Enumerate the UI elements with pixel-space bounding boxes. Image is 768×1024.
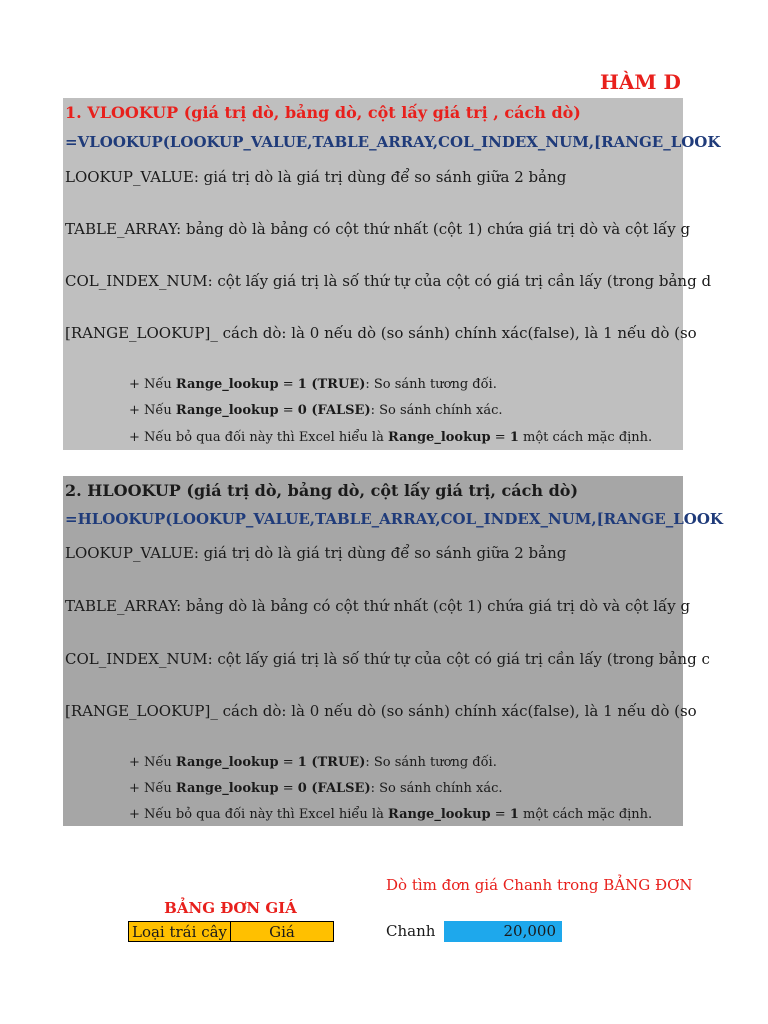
param-table-array: TABLE_ARRAY: bảng dò là bảng có cột thứ nhất (cột 1) chứa giá trị dò và cột lấy g bbox=[65, 220, 691, 238]
lookup-key-cell[interactable]: Chanh bbox=[386, 922, 436, 940]
param-range-lookup: [RANGE_LOOKUP]_ cách dò: là 0 nếu dò (so sánh) chính xác(false), là 1 nếu dò (so bbox=[65, 702, 697, 720]
formula-syntax: =HLOOKUP(LOOKUP_VALUE,TABLE_ARRAY,COL_INDEX_NUM,[RANGE_LOOK bbox=[65, 510, 723, 528]
vlookup-section bbox=[63, 98, 721, 450]
hlookup-section bbox=[63, 476, 723, 826]
section-heading: 2. HLOOKUP (giá trị dò, bảng dò, cột lấy giá trị, cách dò) bbox=[65, 481, 579, 500]
formula-syntax: =VLOOKUP(LOOKUP_VALUE,TABLE_ARRAY,COL_INDEX_NUM,[RANGE_LOOK bbox=[65, 133, 721, 151]
bullet-true: + Nếu Range_lookup = 1 (TRUE): So sánh tương đối. bbox=[129, 755, 497, 770]
price-table-title: BẢNG ĐƠN GIÁ bbox=[164, 899, 297, 917]
column-header-price[interactable]: Giá bbox=[230, 921, 334, 942]
param-range-lookup: [RANGE_LOOKUP]_ cách dò: là 0 nếu dò (so sánh) chính xác(false), là 1 nếu dò (so bbox=[65, 324, 697, 342]
param-table-array: TABLE_ARRAY: bảng dò là bảng có cột thứ nhất (cột 1) chứa giá trị dò và cột lấy g bbox=[65, 597, 691, 615]
lookup-instruction: Dò tìm đơn giá Chanh trong BẢNG ĐƠN bbox=[386, 876, 693, 894]
lookup-result-cell[interactable]: 20,000 bbox=[444, 921, 562, 942]
bullet-false: + Nếu Range_lookup = 0 (FALSE): So sánh chính xác. bbox=[129, 403, 503, 418]
page-title: HÀM D bbox=[600, 70, 681, 94]
param-col-index-num: COL_INDEX_NUM: cột lấy giá trị là số thứ tự của cột có giá trị cần lấy (trong bảng c bbox=[65, 650, 710, 668]
section-heading: 1. VLOOKUP (giá trị dò, bảng dò, cột lấy giá trị , cách dò) bbox=[65, 103, 581, 122]
bullet-false: + Nếu Range_lookup = 0 (FALSE): So sánh chính xác. bbox=[129, 781, 503, 796]
bullet-true: + Nếu Range_lookup = 1 (TRUE): So sánh tương đối. bbox=[129, 377, 497, 392]
param-lookup-value: LOOKUP_VALUE: giá trị dò là giá trị dùng để so sánh giữa 2 bảng bbox=[65, 168, 567, 186]
param-col-index-num: COL_INDEX_NUM: cột lấy giá trị là số thứ tự của cột có giá trị cần lấy (trong bảng d bbox=[65, 272, 712, 290]
bullet-default: + Nếu bỏ qua đối này thì Excel hiểu là Range_lookup = 1 một cách mặc định. bbox=[129, 430, 653, 445]
bullet-default: + Nếu bỏ qua đối này thì Excel hiểu là Range_lookup = 1 một cách mặc định. bbox=[129, 807, 653, 822]
param-lookup-value: LOOKUP_VALUE: giá trị dò là giá trị dùng để so sánh giữa 2 bảng bbox=[65, 544, 567, 562]
column-header-fruit-type[interactable]: Loại trái cây bbox=[128, 921, 231, 942]
